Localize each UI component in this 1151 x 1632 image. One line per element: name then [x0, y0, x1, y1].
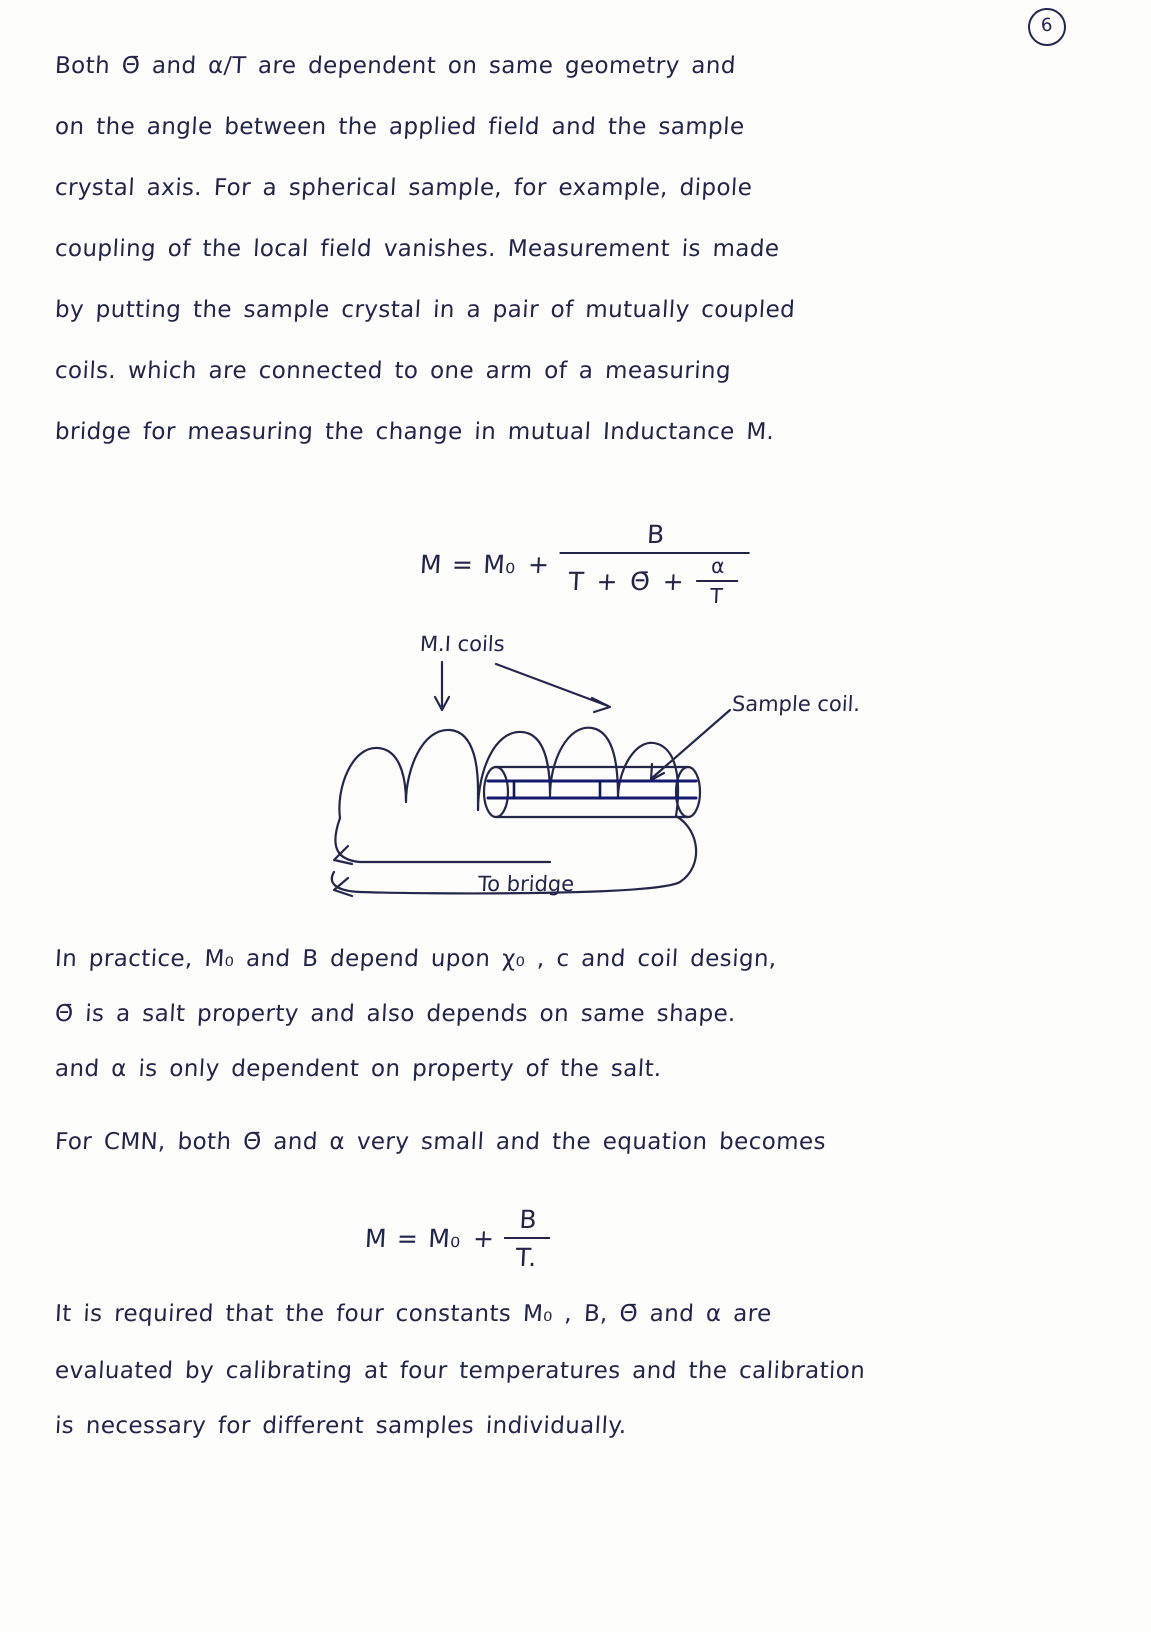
paragraph-line: by putting the sample crystal in a pair of mutually coupled: [54, 297, 796, 323]
paragraph-line: Θ̄ is a salt property and also depends on same shape.: [54, 1001, 737, 1027]
diagram-sketch: [300, 620, 1080, 920]
coil-wire-right: [478, 728, 678, 816]
paragraph-line: For CMN, both Θ̄ and α very small and the equation becomes: [54, 1129, 827, 1155]
equation1-fraction: [557, 520, 751, 608]
equation1-denominator-main: T + Θ̄ +: [567, 567, 685, 596]
equation1-lhs: M: [419, 549, 443, 579]
tube-right-cap: [676, 767, 700, 817]
equation1-numerator: B: [646, 520, 666, 549]
equation2-numerator: B: [518, 1205, 538, 1234]
equation-mutual-inductance-full: [418, 520, 752, 608]
equation1-equals: =: [451, 549, 475, 579]
paragraph-line: It is required that the four constants M₀ , B, Θ̄ and α are: [54, 1301, 773, 1327]
paragraph-line: and α is only dependent on property of the salt.: [54, 1056, 663, 1082]
paragraph-line: evaluated by calibrating at four temperatures and the calibration: [54, 1358, 866, 1384]
equation-mutual-inductance-simplified: [363, 1205, 552, 1272]
equation2-denominator: T.: [503, 1237, 550, 1272]
tube-left-cap: [484, 767, 508, 817]
equation1-denominator: [557, 552, 750, 608]
paragraph-line: coupling of the local field vanishes. Measurement is made: [54, 236, 781, 262]
label-mi-coils: M.I coils: [419, 632, 506, 656]
equation1-den-frac-num: α: [710, 554, 726, 578]
page-number: 6: [1027, 7, 1068, 48]
paragraph-line: Both Θ̄ and α/T are dependent on same geometry and: [54, 53, 737, 79]
label-to-bridge: To bridge: [477, 872, 575, 896]
equation1-denominator-fraction: [695, 556, 740, 606]
label-sample-coil: Sample coil.: [731, 692, 861, 716]
diagonal-arrow-head: [592, 698, 610, 712]
equation2-fraction: [503, 1205, 552, 1272]
coil-apparatus-diagram: [300, 620, 1080, 920]
paragraph-line: bridge for measuring the change in mutual Inductance M.: [54, 419, 776, 445]
paragraph-line: In practice, M₀ and B depend upon χ₀ , c and coil design,: [54, 946, 778, 972]
equation1-term0: M₀ +: [482, 549, 551, 579]
equation1-den-frac-den: T: [695, 580, 738, 607]
equation2-equals: =: [396, 1224, 420, 1253]
lead-arrow-lower: [334, 878, 352, 896]
equation2-lhs: M: [364, 1224, 388, 1253]
paragraph-line: on the angle between the applied field and the sample: [54, 114, 746, 140]
paragraph-line: is necessary for different samples individually.: [54, 1413, 628, 1439]
lead-upper: [335, 818, 550, 862]
equation2-term0: M₀ +: [427, 1224, 496, 1253]
paragraph-line: coils. which are connected to one arm of a measuring: [54, 358, 732, 384]
paragraph-line: crystal axis. For a spherical sample, for example, dipole: [54, 175, 753, 201]
diagonal-arrow-line: [496, 664, 608, 706]
coil-wire-left: [339, 730, 478, 818]
